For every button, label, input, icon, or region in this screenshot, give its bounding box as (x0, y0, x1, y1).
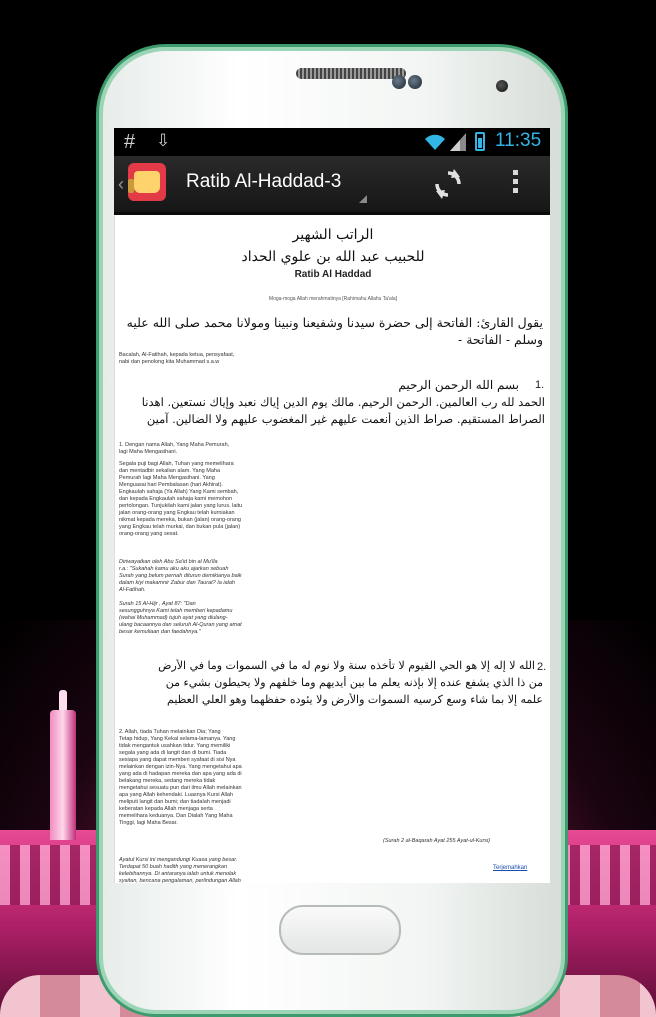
tr1-italic-line: dalam kiyi makamnir Zabur dan Taurat? Ia ialah (119, 580, 235, 586)
overflow-menu-button[interactable] (510, 170, 520, 200)
verse2-line1: الله لا إله إلا هو الحي القيوم لا تأخذه سنة ولا نوم له ما في السموات وما في الأرض (158, 659, 535, 672)
tr2-line: tidak mengantuk usahkan tidur. Yang memiliki (119, 743, 231, 749)
tr2-line: memelihara keduanya. Dan Dialah Yang Maha (119, 813, 233, 819)
tr1-line: dan kepada Engkaulah sahaja kami memohon (119, 496, 233, 502)
intro-arabic-line2: وسلم - الفاتحة - (458, 332, 543, 347)
tr1-line: 1. Dengan nama Allah, Yang Maha Pemurah, (119, 442, 230, 448)
tr1-line: yang Engkau telah murkai, dan bukan pula (jalan) (119, 524, 241, 530)
tr2-line: apa yang Allah kehendaki. Luasnya Kursi Allah (119, 792, 234, 798)
action-bar (114, 156, 550, 215)
tr2-line: yang ada di hadapan mereka dan apa yang ada di (119, 771, 242, 777)
verse2-line2: من ذا الذي يشفع عنده إلا بإذنه يعلم ما بين أيديهم وما خلفهم ولا يحيطون بشيء من (165, 676, 543, 689)
minaret-tip (59, 690, 67, 712)
battery-icon (475, 132, 485, 151)
signal-icon (450, 133, 466, 151)
tr1-italic-line: r.a.: "Sukahah kamu aku aku ajarkan sebuah (119, 566, 229, 572)
tr1-line: orang-orang yang sesat. (119, 531, 179, 537)
document-view[interactable] (114, 215, 550, 883)
tr2-reference: (Surah 2 al-Baqarah Ayat 255 Ayat-ul-Kursi) (383, 838, 491, 844)
status-bar (114, 128, 550, 156)
tr1-line: nikmat kepada mereka, bukan (jalan) orang-orang (119, 517, 241, 523)
tr1-italic-line: sesungguhnya Kami telah memberi kepadamu (119, 608, 233, 614)
verse1-line2: الصراط المستقيم. صراط الذين أنعمت عليهم غير المغضوب عليهم ولا الضالين. آمين (146, 412, 545, 426)
home-button[interactable] (279, 905, 401, 955)
refresh-button[interactable] (432, 168, 464, 200)
verse2-line3: علمه إلا بما شاء وسع كرسيه السموات والأرض ولا يئوده حفظهما وهو العلي العظيم (167, 693, 543, 706)
tr2-line: belakang mereka, sedang mereka tidak (119, 778, 216, 784)
tr1-line: Menguasai hari Pembalasan (hari Akhirat). (119, 482, 223, 488)
thumbs-up-icon[interactable] (128, 163, 166, 201)
tr1-italic-line: Surah 15 Al-Hijr , Ayat 87: "Dan (119, 601, 196, 607)
tr1-italic-line: Diriwayatkan oleh Abu Sa'id bin al Mu'lla (119, 559, 218, 565)
tr1-line: dan mentadbir sekalian alam. Yang Maha (119, 468, 220, 474)
verse-number-1: 1. (535, 379, 545, 391)
tr2-line: mengetahui sesuatu pun dari ilmu Allah melainkan (119, 785, 242, 791)
status-time: 11:35 (495, 130, 542, 151)
tr2-italic-line: syaitan, bencana pengalaman, perlindungan Allah (119, 878, 241, 883)
up-caret-icon[interactable]: ‹ (118, 174, 124, 194)
tr1-line: pertolongan. Tunjukilah kami jalan yang lurus. laitu (119, 503, 243, 509)
tr1-italic-line: besar kemuliaan dan faedahnya." (119, 629, 201, 635)
verse-number-2: 2. (537, 661, 547, 673)
tr1-line: Segala puji bagi Allah, Tuhan yang memelihara (119, 461, 234, 467)
notification-hash-icon: # (124, 131, 136, 153)
tr2-italic-line: kelebihannya. Di antaranya ialah untuk menolak (119, 871, 237, 877)
spinner-indicator-icon[interactable] (359, 195, 367, 203)
tr2-line: 2. Allah, tiada Tuhan melainkan Dia; Yang (119, 729, 221, 735)
doc-title-arabic: الراتب الشهير (292, 227, 374, 243)
minaret (50, 710, 76, 840)
tr2-italic-line: Ayatul Kursi ini mengandungi Kuasa yang besar. (119, 857, 238, 863)
tr2-line: Tinggi, lagi Maha Besar. (119, 820, 178, 826)
download-icon: ⇩ (156, 131, 171, 150)
sensor-icon (496, 80, 508, 92)
tr2-line: Tetap hidup, Yang Kekal selama-lamanya. Yang (119, 736, 236, 742)
tr1-italic-line: Surah yang belum pernah diturun demikianya baik (119, 573, 242, 579)
tr2-line: segala yang ada di langit dan di bumi. Tiada (119, 750, 227, 756)
intro-translation-line2: nabi dan penolong kita Muhammad s.a.w (119, 359, 220, 365)
tr2-italic-line: Terdapat 50 buah hadith yang menerangkan (119, 864, 228, 870)
page-title[interactable]: Ratib Al-Haddad-3 (186, 171, 342, 192)
tr2-line: meliputi langit dan bumi; dan tiadalah menjadi (119, 799, 231, 805)
tr2-line: sesiapa yang dapat memberi syafaat di sisi Nya (119, 757, 236, 763)
tr1-line: Engkaulah sahaja (Ya Allah) Yang Kami sembah, (119, 489, 239, 495)
tr1-italic-line: (wahai Muhammad) tujuh ayat yang diulang- (119, 615, 228, 621)
doc-subtitle-arabic: للحبيب عبد الله بن علوي الحداد (241, 249, 425, 265)
verse1-basmala: بسم الله الرحمن الرحيم (398, 378, 519, 392)
intro-translation-line1: Bacalah, Al-Fatihah, kepada ketua, pensyafaat, (119, 352, 235, 358)
mosque-arches-right (560, 845, 656, 905)
tr2-line: keberatan kepada Allah menjaga serta (119, 806, 213, 812)
tr1-line: Pemurah lagi Maha Mengasihani. Yang (119, 475, 215, 481)
earpiece-speaker (296, 68, 406, 79)
translate-link[interactable]: Terjemahkan (493, 865, 528, 871)
doc-note: Moga-moga Allah merahmatinya [Rahimahu Allahu Ta'ala] (268, 296, 398, 302)
verse1-line1: الحمد لله رب العالمين. الرحمن الرحيم. مالك يوم الدين إياك نعبد وإياك نستعين. اهدنا (141, 395, 545, 409)
front-camera-icon (392, 75, 406, 89)
tr2-line: melainkan dengan izin-Nya. Yang mengetahui apa (119, 764, 242, 770)
doc-title-latin: Ratib Al Haddad (294, 269, 372, 280)
tr1-italic-line: ulang bacaannya dan seluruh Al-Quran yang amat (119, 622, 242, 628)
tr1-line: lagi Maha Mengasihani. (119, 449, 178, 455)
phone-screen (114, 128, 550, 883)
wifi-icon (423, 133, 447, 151)
intro-arabic-line1: يقول القارئ: الفاتحة إلى حضرة سيدنا وشفيعنا ونبينا ومولانا محمد صلى الله عليه (126, 315, 543, 330)
proximity-sensor-icon (408, 75, 422, 89)
tr1-italic-line: Al-Fatihah. (119, 587, 146, 593)
tr1-line: jalan orang-orang yang Engkau telah kurniakan (119, 510, 235, 516)
